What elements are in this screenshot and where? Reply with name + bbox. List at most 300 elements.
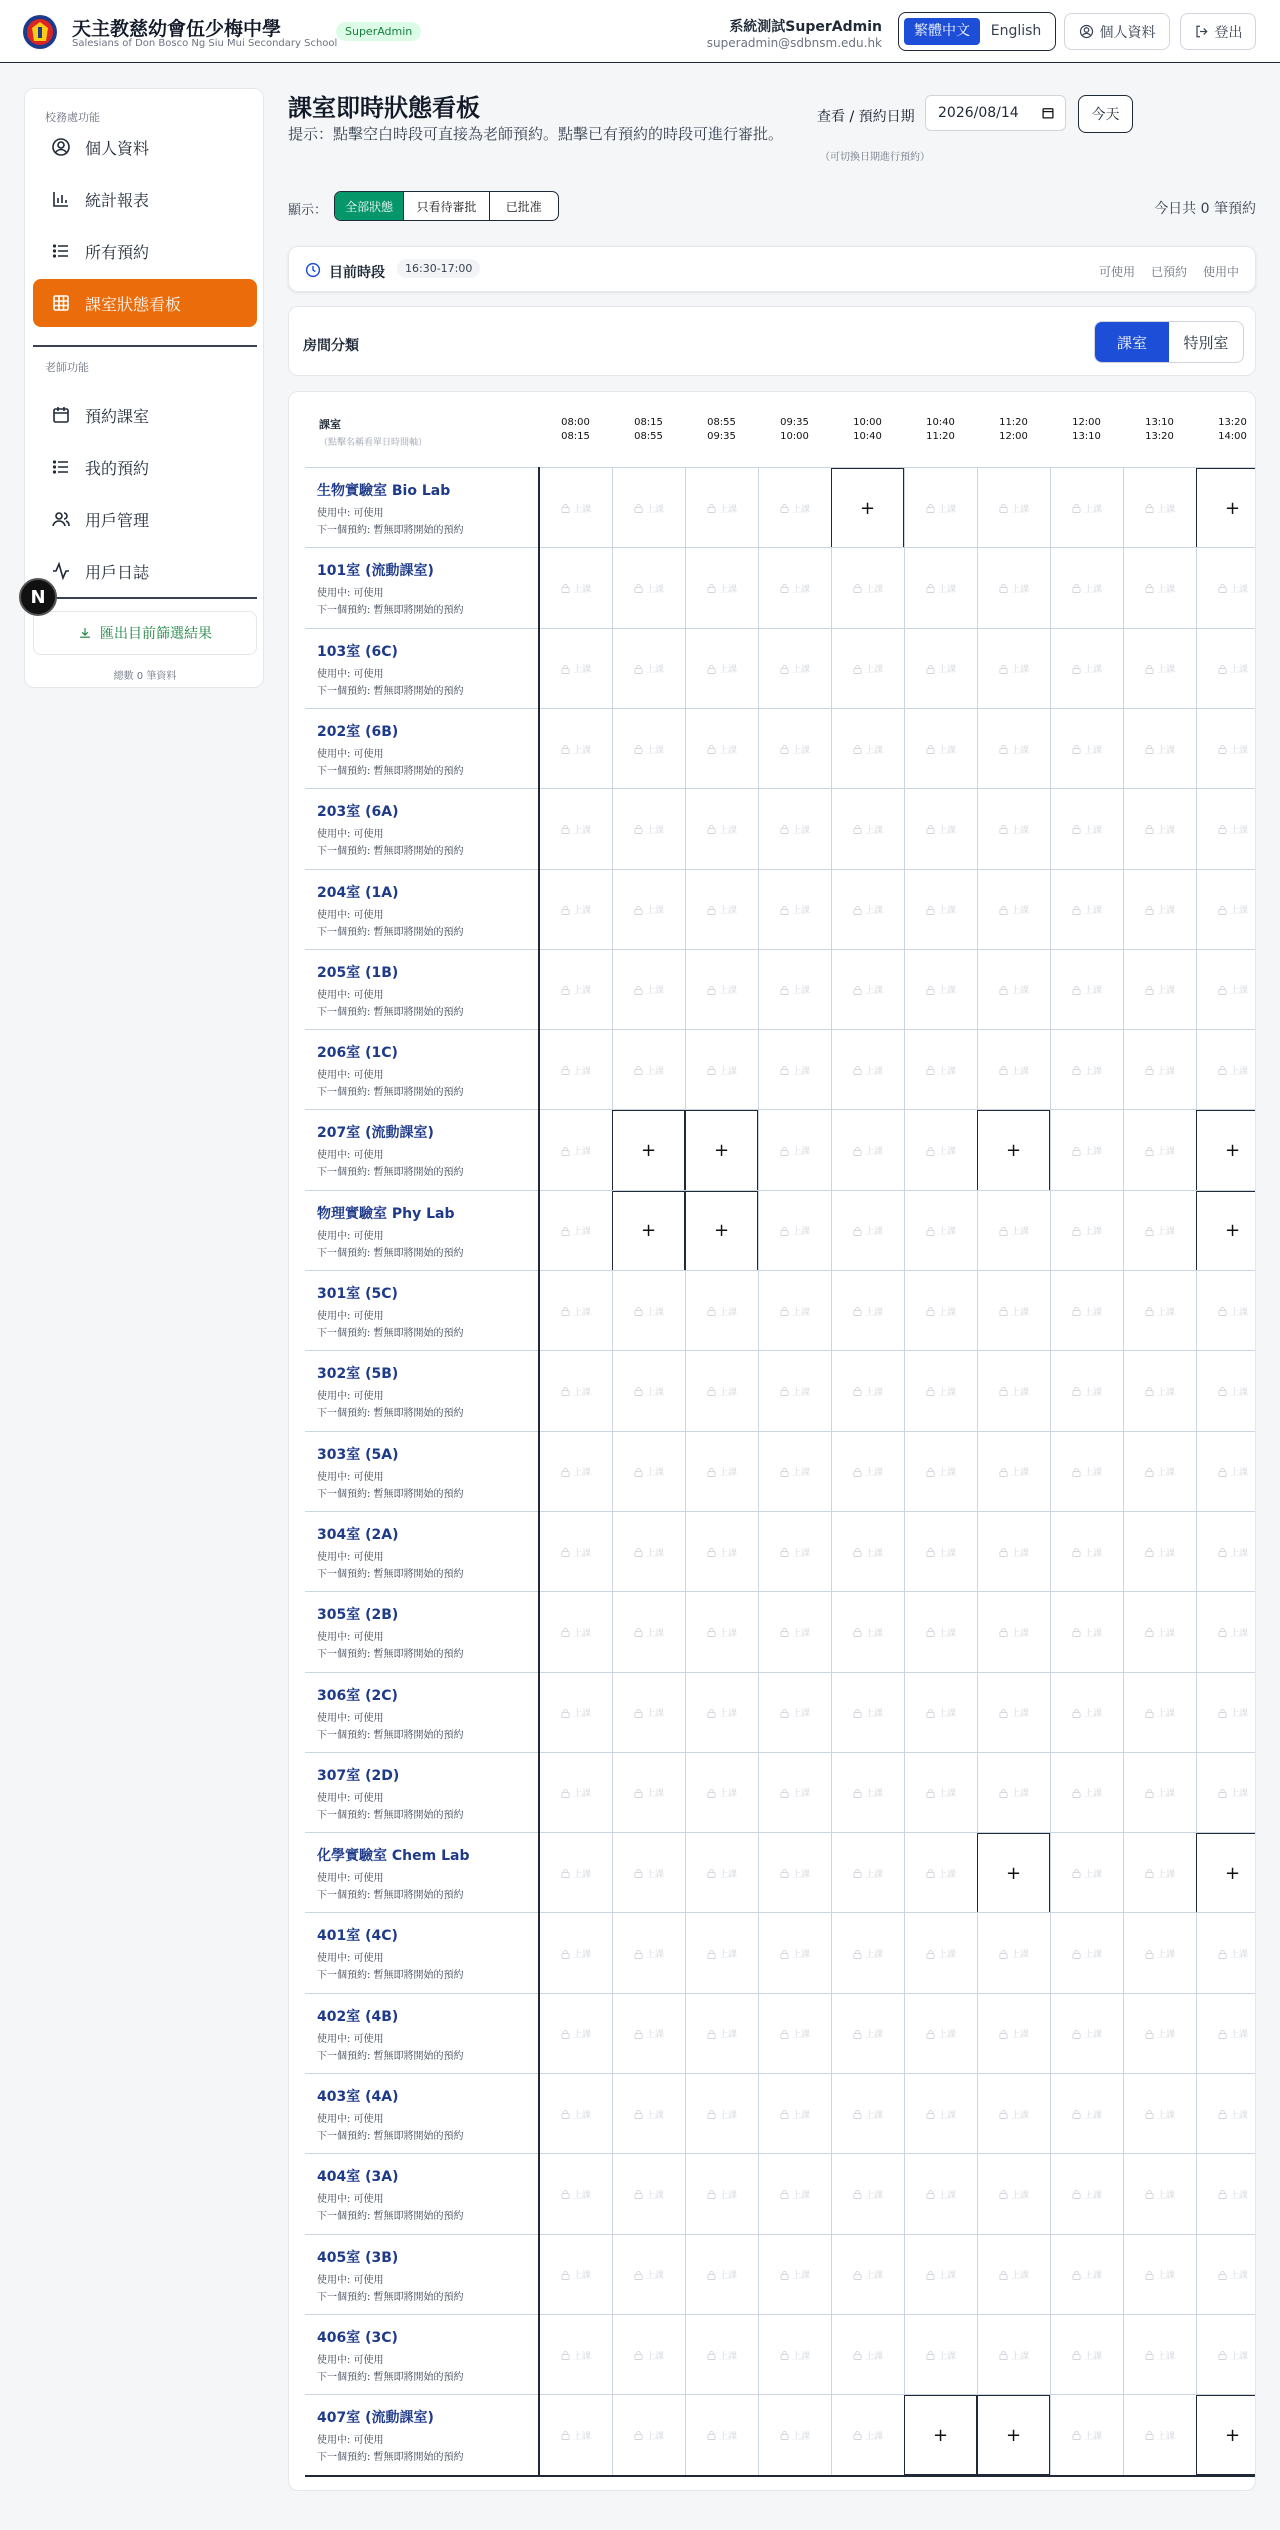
slot-cell-class[interactable] — [612, 1030, 685, 1110]
slot-cell-class[interactable] — [1050, 629, 1123, 709]
room-name[interactable]: 301室 (5C) — [317, 1286, 398, 1302]
slot-cell-class[interactable] — [1123, 1753, 1196, 1833]
slot-cell-class[interactable] — [904, 1833, 977, 1913]
school-name: 天主教慈幼會伍少梅中學 — [72, 18, 282, 40]
room-name[interactable]: 化學實驗室 Chem Lab — [317, 1848, 470, 1865]
slot-cell-class[interactable] — [977, 1913, 1050, 1993]
slot-cell-class[interactable] — [612, 548, 685, 628]
slot-cell-class[interactable] — [904, 1592, 977, 1672]
slot-cell-class[interactable] — [539, 2395, 612, 2475]
slot-cell-class[interactable] — [904, 629, 977, 709]
slot-cell-class[interactable] — [977, 1753, 1050, 1833]
slot-cell-available[interactable] — [1196, 1833, 1256, 1913]
slot-cell-class[interactable] — [1123, 2235, 1196, 2315]
slot-cell-class[interactable] — [758, 1030, 831, 1110]
slot-cell-class[interactable] — [1123, 789, 1196, 869]
slot-cell-class[interactable] — [1123, 2074, 1196, 2154]
slot-cell-class[interactable] — [977, 1994, 1050, 2074]
slot-cell-class[interactable] — [904, 1110, 977, 1190]
slot-cell-class[interactable] — [758, 709, 831, 789]
slot-cell-class[interactable] — [758, 789, 831, 869]
slot-cell-class[interactable] — [831, 950, 904, 1030]
slot-cell-class[interactable] — [831, 2074, 904, 2154]
slot-cell-class[interactable] — [612, 2395, 685, 2475]
room-name[interactable]: 404室 (3A) — [317, 2169, 399, 2186]
slot-cell-class[interactable] — [904, 2315, 977, 2395]
slot-cell-class[interactable] — [539, 2154, 612, 2234]
slot-cell-class[interactable] — [612, 2074, 685, 2154]
slot-cell-class[interactable] — [539, 1351, 612, 1431]
slot-cell-class[interactable] — [1123, 2315, 1196, 2395]
slot-cell-class[interactable] — [831, 1673, 904, 1753]
slot-cell-class[interactable] — [904, 1994, 977, 2074]
slot-cell-class[interactable] — [831, 1592, 904, 1672]
slot-cell-class[interactable] — [904, 1673, 977, 1753]
slot-cell-class[interactable] — [977, 950, 1050, 1030]
slot-cell-class[interactable] — [758, 950, 831, 1030]
sidebar-item-5[interactable] — [33, 443, 257, 491]
slot-cell-class[interactable] — [904, 870, 977, 950]
slot-cell-class[interactable] — [831, 870, 904, 950]
slot-cell-class[interactable] — [977, 2074, 1050, 2154]
slot-cell-class[interactable] — [1050, 1913, 1123, 1993]
room-name[interactable]: 207室 (流動課室) — [317, 1125, 434, 1142]
room-name[interactable]: 202室 (6B) — [317, 723, 399, 740]
room-name[interactable]: 物理實驗室 Phy Lab — [317, 1205, 455, 1222]
slot-cell-class[interactable] — [685, 2395, 758, 2475]
slot-cell-class[interactable] — [1196, 789, 1256, 869]
slot-cell-class[interactable] — [612, 1271, 685, 1351]
room-name[interactable]: 103室 (6C) — [317, 643, 398, 660]
slot-cell-class[interactable] — [539, 548, 612, 628]
slot-cell-class[interactable] — [685, 1030, 758, 1110]
room-name[interactable]: 101室 (流動課室) — [317, 563, 434, 580]
slot-cell-class[interactable] — [758, 1994, 831, 2074]
slot-cell-label: 上課 — [1010, 2271, 1029, 2282]
slot-cell-class[interactable] — [1050, 1994, 1123, 2074]
slot-cell-class[interactable] — [1050, 1432, 1123, 1512]
slot-cell-class[interactable] — [758, 1271, 831, 1351]
slot-cell-class[interactable] — [539, 1110, 612, 1190]
slot-cell-class[interactable] — [685, 1592, 758, 1672]
slot-cell-class[interactable] — [612, 789, 685, 869]
slot-cell-class[interactable] — [685, 870, 758, 950]
slot-cell-class[interactable] — [831, 2235, 904, 2315]
slot-cell-class[interactable] — [1196, 548, 1256, 628]
slot-cell-available[interactable] — [1196, 1191, 1256, 1271]
slot-cell-class[interactable] — [831, 709, 904, 789]
slot-cell-available[interactable] — [612, 1110, 685, 1190]
slot-cell-class[interactable] — [539, 709, 612, 789]
room-name[interactable]: 405室 (3B) — [317, 2249, 399, 2266]
slot-cell-class[interactable] — [831, 1753, 904, 1833]
slot-cell-class[interactable] — [831, 2154, 904, 2234]
room-name[interactable]: 305室 (2B) — [317, 1607, 399, 1624]
category-special-room-button[interactable]: 特別室 — [1183, 333, 1229, 352]
slot-cell-class[interactable] — [612, 1592, 685, 1672]
slot-cell-class[interactable] — [539, 1432, 612, 1512]
sidebar-item-3[interactable] — [33, 279, 257, 327]
slot-cell-class[interactable] — [904, 1030, 977, 1110]
slot-cell-available[interactable] — [904, 2395, 977, 2475]
slot-cell-class[interactable] — [1123, 950, 1196, 1030]
slot-cell-class[interactable] — [539, 1833, 612, 1913]
category-classroom-button[interactable]: 課室 — [1095, 322, 1169, 362]
slot-cell-class[interactable] — [1196, 709, 1256, 789]
slot-cell-class[interactable] — [904, 1191, 977, 1271]
slot-cell-class[interactable] — [612, 709, 685, 789]
slot-cell-class[interactable] — [831, 1512, 904, 1592]
slot-cell-class[interactable] — [612, 1512, 685, 1592]
slot-cell-class[interactable] — [977, 1030, 1050, 1110]
slot-cell-class[interactable] — [685, 1351, 758, 1431]
slot-cell-class[interactable] — [1123, 1994, 1196, 2074]
slot-cell-class[interactable] — [904, 950, 977, 1030]
slot-cell-class[interactable] — [685, 468, 758, 548]
slot-cell-class[interactable] — [1196, 1994, 1256, 2074]
slot-cell-class[interactable] — [758, 1432, 831, 1512]
slot-cell-class[interactable] — [1050, 1592, 1123, 1672]
slot-cell-class[interactable] — [685, 629, 758, 709]
slot-cell-class[interactable] — [1196, 2235, 1256, 2315]
slot-cell-class[interactable] — [1050, 468, 1123, 548]
sidebar-item-2[interactable] — [33, 227, 257, 275]
slot-cell-class[interactable] — [685, 1913, 758, 1993]
slot-cell-class[interactable] — [1123, 870, 1196, 950]
slot-cell-class[interactable] — [685, 2315, 758, 2395]
slot-cell-class[interactable] — [685, 2074, 758, 2154]
slot-cell-class[interactable] — [977, 1673, 1050, 1753]
slot-cell-class[interactable] — [1196, 629, 1256, 709]
filter-approved-button[interactable]: 已批准 — [505, 199, 542, 214]
slot-cell-class[interactable] — [539, 2315, 612, 2395]
slot-cell-class[interactable] — [612, 1432, 685, 1512]
slot-cell-class[interactable] — [685, 1833, 758, 1913]
slot-cell-class[interactable] — [685, 2235, 758, 2315]
slot-cell-class[interactable] — [904, 1753, 977, 1833]
slot-cell-class[interactable] — [977, 1592, 1050, 1672]
slot-cell-class[interactable] — [831, 1030, 904, 1110]
slot-cell-class[interactable] — [1123, 2154, 1196, 2234]
date-input[interactable] — [925, 95, 1066, 131]
slot-cell-class[interactable] — [1050, 2074, 1123, 2154]
room-name[interactable]: 206室 (1C) — [317, 1045, 398, 1062]
logout-button[interactable] — [1180, 13, 1256, 50]
slot-cell-class[interactable] — [1196, 1512, 1256, 1592]
slot-cell-class[interactable] — [758, 870, 831, 950]
slot-cell-class[interactable] — [1050, 2235, 1123, 2315]
slot-cell-class[interactable] — [758, 1913, 831, 1993]
today-button[interactable]: 今天 — [1078, 95, 1133, 133]
slot-cell-class[interactable] — [1196, 1351, 1256, 1431]
slot-cell-class[interactable] — [1050, 548, 1123, 628]
slot-cell-class[interactable] — [831, 1994, 904, 2074]
slot-cell-class[interactable] — [685, 1753, 758, 1833]
slot-cell-class[interactable] — [1123, 629, 1196, 709]
slot-cell-class[interactable] — [977, 548, 1050, 628]
slot-cell-class[interactable] — [1050, 1512, 1123, 1592]
slot-cell-class[interactable] — [904, 468, 977, 548]
sidebar-item-0[interactable] — [33, 123, 257, 171]
room-name[interactable]: 302室 (5B) — [317, 1366, 399, 1383]
slot-cell-class[interactable] — [758, 2074, 831, 2154]
slot-cell-available[interactable] — [977, 2395, 1050, 2475]
slot-cell-available[interactable] — [977, 1833, 1050, 1913]
slot-cell-class[interactable] — [685, 789, 758, 869]
slot-cell-class[interactable] — [612, 1913, 685, 1993]
slot-cell-class[interactable] — [904, 1271, 977, 1351]
slot-cell-class[interactable] — [539, 629, 612, 709]
slot-cell-class[interactable] — [904, 709, 977, 789]
slot-cell-class[interactable] — [977, 2235, 1050, 2315]
slot-cell-class[interactable] — [539, 1271, 612, 1351]
slot-cell-class[interactable] — [1196, 950, 1256, 1030]
slot-cell-class[interactable] — [831, 2315, 904, 2395]
slot-cell-class[interactable] — [1123, 1432, 1196, 1512]
slot-cell-class[interactable] — [904, 1432, 977, 1512]
slot-cell-class[interactable] — [1123, 1512, 1196, 1592]
slot-cell-class[interactable] — [758, 1191, 831, 1271]
lang-en-button[interactable]: English — [990, 23, 1042, 39]
slot-cell-class[interactable] — [904, 1913, 977, 1993]
slot-cell-class[interactable] — [758, 1110, 831, 1190]
slot-cell-class[interactable] — [1196, 2074, 1256, 2154]
slot-cell-class[interactable] — [1123, 709, 1196, 789]
slot-cell-class[interactable] — [758, 1673, 831, 1753]
slot-cell-class[interactable] — [1050, 1110, 1123, 1190]
slot-cell-class[interactable] — [1050, 2395, 1123, 2475]
slot-cell-class[interactable] — [831, 1110, 904, 1190]
slot-cell-class[interactable] — [831, 1191, 904, 1271]
slot-cell-class[interactable] — [539, 2074, 612, 2154]
slot-cell-class[interactable] — [758, 2235, 831, 2315]
slot-cell-available[interactable] — [1196, 468, 1256, 548]
room-name[interactable]: 307室 (2D) — [317, 1767, 400, 1784]
slot-cell-class[interactable] — [539, 1673, 612, 1753]
slot-cell-available[interactable] — [612, 1191, 685, 1271]
slot-cell-class[interactable] — [539, 2235, 612, 2315]
slot-cell-class[interactable] — [685, 1432, 758, 1512]
slot-cell-class[interactable] — [1123, 1110, 1196, 1190]
slot-cell-class[interactable] — [1196, 1753, 1256, 1833]
slot-cell-class[interactable] — [1050, 1833, 1123, 1913]
slot-cell-class[interactable] — [612, 629, 685, 709]
slot-cell-class[interactable] — [539, 1994, 612, 2074]
slot-cell-class[interactable] — [685, 1673, 758, 1753]
slot-cell-class[interactable] — [612, 1673, 685, 1753]
slot-cell-class[interactable] — [539, 1512, 612, 1592]
slot-cell-class[interactable] — [1196, 2154, 1256, 2234]
slot-cell-class[interactable] — [831, 789, 904, 869]
slot-cell-class[interactable] — [685, 2154, 758, 2234]
slot-cell-class[interactable] — [1123, 2395, 1196, 2475]
slot-cell-class[interactable] — [977, 629, 1050, 709]
slot-cell-class[interactable] — [831, 1833, 904, 1913]
slot-cell-class[interactable] — [539, 1753, 612, 1833]
sidebar-item-7[interactable] — [33, 547, 257, 595]
slot-cell-class[interactable] — [758, 468, 831, 548]
slot-cell-class[interactable] — [612, 468, 685, 548]
slot-cell-class[interactable] — [904, 789, 977, 869]
floating-action-button[interactable]: N — [19, 578, 57, 616]
slot-cell-class[interactable] — [1196, 1271, 1256, 1351]
slot-cell-class[interactable] — [758, 1833, 831, 1913]
slot-cell-class[interactable] — [1196, 2315, 1256, 2395]
slot-cell-class[interactable] — [904, 548, 977, 628]
slot-cell-class[interactable] — [612, 2154, 685, 2234]
slot-cell-class[interactable] — [758, 2154, 831, 2234]
slot-cell-class[interactable] — [1050, 1753, 1123, 1833]
slot-cell-class[interactable] — [539, 870, 612, 950]
slot-cell-class[interactable] — [1196, 1673, 1256, 1753]
slot-cell-class[interactable] — [977, 468, 1050, 548]
slot-cell-class[interactable] — [977, 1351, 1050, 1431]
slot-cell-class[interactable] — [1123, 468, 1196, 548]
slot-cell-class[interactable] — [831, 1913, 904, 1993]
room-name[interactable]: 406室 (3C) — [317, 2329, 398, 2346]
room-name[interactable]: 407室 (流動課室) — [317, 2410, 434, 2427]
slot-cell-class[interactable] — [904, 2074, 977, 2154]
slot-cell-class[interactable] — [612, 1833, 685, 1913]
sidebar-item-1[interactable] — [33, 175, 257, 223]
slot-cell-class[interactable] — [831, 1271, 904, 1351]
export-button[interactable] — [33, 611, 257, 655]
slot-cell-class[interactable] — [539, 1913, 612, 1993]
slot-cell-class[interactable] — [758, 2395, 831, 2475]
room-name[interactable]: 401室 (4C) — [317, 1928, 398, 1945]
room-name[interactable]: 303室 (5A) — [317, 1446, 399, 1463]
slot-cell-class[interactable] — [1123, 1592, 1196, 1672]
slot-cell-available[interactable] — [1196, 2395, 1256, 2475]
slot-cell-class[interactable] — [977, 1271, 1050, 1351]
profile-button[interactable] — [1064, 13, 1170, 50]
slot-cell-class[interactable] — [977, 1512, 1050, 1592]
slot-cell-class[interactable] — [612, 1351, 685, 1431]
slot-cell-class[interactable] — [685, 709, 758, 789]
slot-cell-class[interactable] — [539, 950, 612, 1030]
slot-cell-class[interactable] — [1050, 950, 1123, 1030]
slot-cell-class[interactable] — [1050, 1351, 1123, 1431]
sidebar-item-6[interactable] — [33, 495, 257, 543]
slot-cell-class[interactable] — [1196, 1432, 1256, 1512]
slot-cell-class[interactable] — [1050, 789, 1123, 869]
slot-cell-available[interactable] — [977, 1110, 1050, 1190]
slot-cell-class[interactable] — [831, 1351, 904, 1431]
slot-cell-class[interactable] — [612, 2315, 685, 2395]
slot-cell-available[interactable] — [685, 1110, 758, 1190]
lang-zh-button[interactable]: 繁體中文 — [904, 18, 980, 45]
slot-cell-class[interactable] — [831, 1432, 904, 1512]
slot-cell-class[interactable] — [758, 1592, 831, 1672]
room-name[interactable]: 403室 (4A) — [317, 2089, 399, 2105]
slot-cell-class[interactable] — [1050, 709, 1123, 789]
slot-cell-class[interactable] — [685, 1512, 758, 1592]
room-name[interactable]: 306室 (2C) — [317, 1687, 398, 1704]
slot-cell-class[interactable] — [685, 1271, 758, 1351]
slot-cell-class[interactable] — [904, 2235, 977, 2315]
sidebar-item-4[interactable] — [33, 391, 257, 439]
slot-cell-class[interactable] — [758, 1512, 831, 1592]
slot-cell-class[interactable] — [1123, 1271, 1196, 1351]
room-name[interactable]: 205室 (1B) — [317, 964, 399, 981]
slot-cell-class[interactable] — [758, 1753, 831, 1833]
slot-cell-class[interactable] — [758, 2315, 831, 2395]
slot-cell-class[interactable] — [831, 2395, 904, 2475]
room-name[interactable]: 304室 (2A) — [317, 1526, 399, 1543]
slot-cell-class[interactable] — [904, 1351, 977, 1431]
slot-cell-class[interactable] — [539, 468, 612, 548]
slot-cell-class[interactable] — [1123, 1030, 1196, 1110]
slot-cell-label: 上課 — [791, 2431, 810, 2442]
slot-cell-class[interactable] — [612, 2235, 685, 2315]
slot-cell-class[interactable] — [1123, 1673, 1196, 1753]
slot-cell-class[interactable] — [539, 1191, 612, 1271]
room-name[interactable]: 生物實驗室 Bio Lab — [317, 483, 451, 499]
slot-cell-available[interactable] — [685, 1191, 758, 1271]
slot-cell-class[interactable] — [1123, 1351, 1196, 1431]
slot-cell-class[interactable] — [758, 548, 831, 628]
slot-cell-class[interactable] — [685, 548, 758, 628]
slot-cell-class[interactable] — [1050, 1271, 1123, 1351]
filter-all-button[interactable]: 全部狀態 — [335, 192, 404, 220]
slot-cell-class[interactable] — [904, 2154, 977, 2234]
slot-cell-class[interactable] — [758, 1351, 831, 1431]
room-name[interactable]: 203室 (6A) — [317, 804, 399, 821]
slot-cell-available[interactable] — [1196, 1110, 1256, 1190]
slot-cell-class[interactable] — [1123, 1191, 1196, 1271]
slot-cell-class[interactable] — [1123, 1833, 1196, 1913]
slot-cell-class[interactable] — [1196, 1592, 1256, 1672]
slot-cell-class[interactable] — [539, 1592, 612, 1672]
slot-cell-class[interactable] — [977, 1191, 1050, 1271]
slot-cell-class[interactable] — [1123, 1913, 1196, 1993]
slot-cell-class[interactable] — [1123, 548, 1196, 628]
slot-cell-class[interactable] — [977, 2315, 1050, 2395]
slot-cell-class[interactable] — [612, 1994, 685, 2074]
slot-cell-class[interactable] — [977, 1432, 1050, 1512]
filter-pending-button[interactable]: 只看待審批 — [404, 192, 489, 220]
slot-cell-class[interactable] — [612, 1753, 685, 1833]
slot-cell-class[interactable] — [612, 870, 685, 950]
slot-cell-class[interactable] — [1196, 1913, 1256, 1993]
slot-cell-class[interactable] — [539, 1030, 612, 1110]
slot-cell-class[interactable] — [1050, 1030, 1123, 1110]
slot-cell-class[interactable] — [831, 629, 904, 709]
slot-cell-class[interactable] — [1050, 1673, 1123, 1753]
slot-cell-class[interactable] — [1196, 1030, 1256, 1110]
slot-cell-available[interactable] — [831, 468, 904, 548]
room-name[interactable]: 402室 (4B) — [317, 2008, 399, 2025]
slot-cell-class[interactable] — [977, 2154, 1050, 2234]
slot-cell-class[interactable] — [977, 870, 1050, 950]
room-name[interactable]: 204室 (1A) — [317, 884, 399, 901]
slot-cell-class[interactable] — [977, 789, 1050, 869]
slot-cell-label: 上課 — [1010, 584, 1029, 595]
slot-cell-class[interactable] — [831, 548, 904, 628]
slot-cell-class[interactable] — [1050, 1191, 1123, 1271]
slot-cell-class[interactable] — [1196, 870, 1256, 950]
slot-cell-class[interactable] — [685, 950, 758, 1030]
slot-cell-class[interactable] — [612, 950, 685, 1030]
slot-cell-class[interactable] — [539, 789, 612, 869]
slot-cell-class[interactable] — [1050, 2315, 1123, 2395]
slot-cell-class[interactable] — [685, 1994, 758, 2074]
slot-cell-class[interactable] — [904, 1512, 977, 1592]
slot-cell-class[interactable] — [977, 709, 1050, 789]
slot-cell-class[interactable] — [1050, 870, 1123, 950]
slot-cell-class[interactable] — [1050, 2154, 1123, 2234]
slot-cell-class[interactable] — [758, 629, 831, 709]
